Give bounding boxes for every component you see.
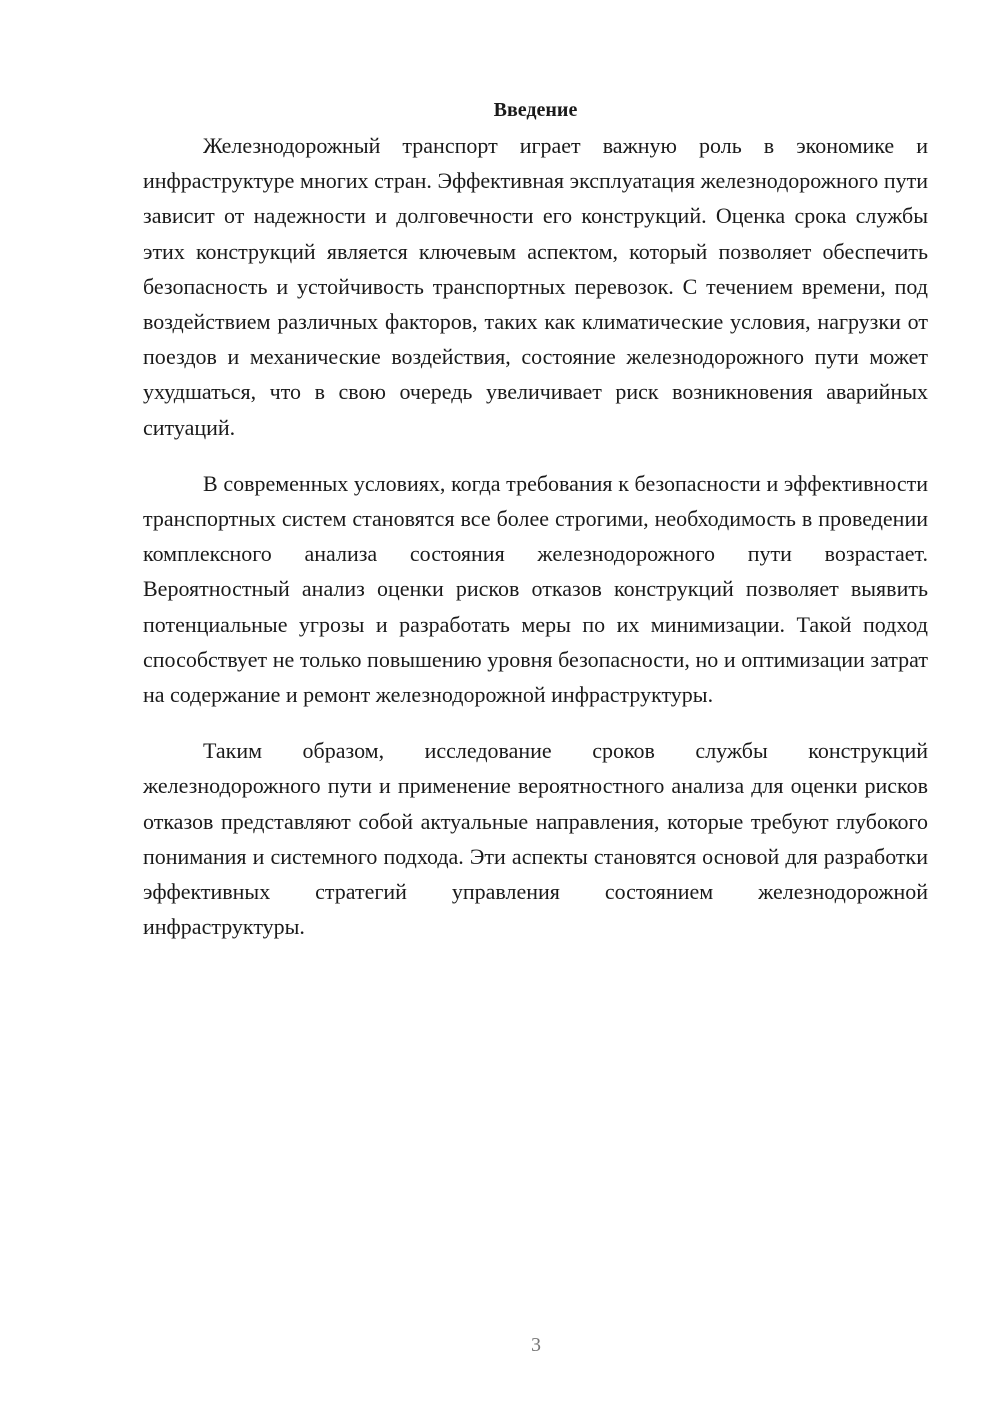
section-title: Введение xyxy=(493,99,578,121)
page-number: 3 xyxy=(531,1334,541,1356)
paragraph-1: Железнодорожный транспорт играет важную роль в экономике и инфраструктуре многих стран. Эффективная эксплуатация железнодорожного пути зависит от надежности и долговечности его конструкций. Оценка срока службы этих конструкций является ключевым аспектом, который позволяет обеспечить безопасность и устойчивость транспортных перевозок. С течением времени, под воздействием различных факторов, таких как климатические условия, нагрузки от поездов и механические воздействия, состояние железнодорожного пути может ухудшаться, что в свою очередь увеличивает риск возникновения аварийных ситуаций. xyxy=(143,133,928,440)
paragraph-2: В современных условиях, когда требования к безопасности и эффективности транспортных систем становятся все более строгими, необходимость в проведении комплексного анализа состояния железнодорожного пути возрастает. Вероятностный анализ оценки рисков отказов конструкций позволяет выявить потенциальные угрозы и разработать меры по их минимизации. Такой подход способствует не только повышению уровня безопасности, но и оптимизации затрат на содержание и ремонт железнодорожной инфраструктуры. xyxy=(143,470,928,708)
page-content xyxy=(143,94,928,965)
paragraph-3: Таким образом, исследование сроков службы конструкций железнодорожного пути и применение вероятностного анализа для оценки рисков отказов представляют собой актуальные направления, которые требуют глубокого понимания и системного подхода. Эти аспекты становятся основой для разработки эффективных стратегий управления состоянием железнодорожной инфраструктуры. xyxy=(143,738,928,940)
